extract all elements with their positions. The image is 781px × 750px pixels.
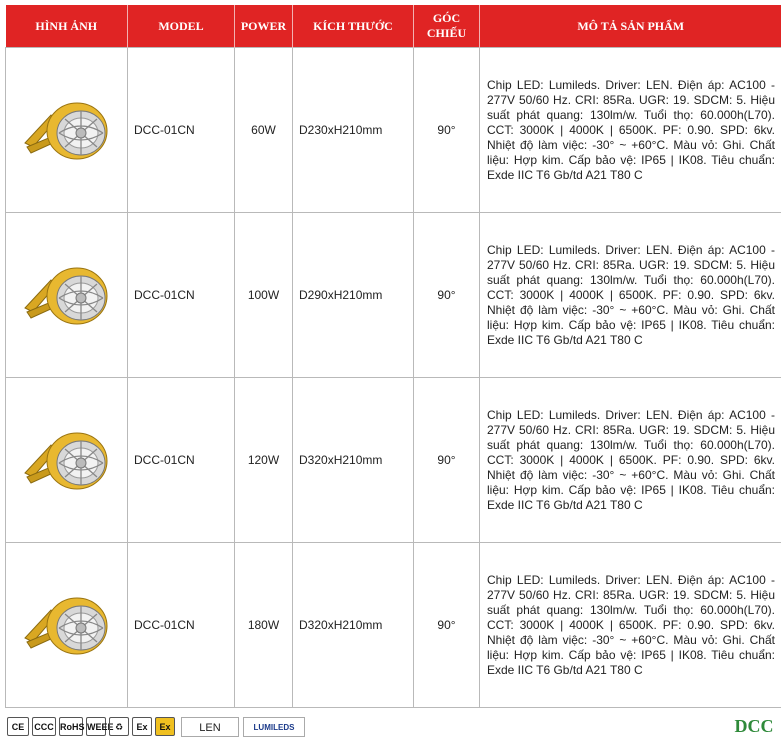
size-cell: D320xH210mm	[293, 378, 414, 543]
power-cell: 180W	[235, 543, 293, 708]
len-brand: LEN	[181, 717, 239, 737]
power-cell: 100W	[235, 213, 293, 378]
lamp-image	[21, 97, 113, 164]
product-image-cell	[6, 378, 128, 543]
header-desc: MÔ TẢ SẢN PHẨM	[480, 5, 781, 48]
model-cell: DCC-01CN	[128, 213, 235, 378]
lamp-image	[21, 427, 113, 494]
desc-cell: Chip LED: Lumileds. Driver: LEN. Điện áp: AC100 - 277V 50/60 Hz. CRI: 85Ra. UGR: 19. SDCM: 5. Hiệu suất phát quang: 130lm/w. Tuổi thọ: 60.000h(L70). CCT: 3000K | 4000K | 6500K. PF: 0.90. SPD: 6kv. Nhiệt độ làm việc: -30° ~ +60°C. Màu vỏ: Ghi. Chất liệu: Hợp kim. Cấp bảo vệ: IP65 | IK08. Tiêu chuẩn: Exde IIC T6 Gb/td A21 T80 C	[480, 543, 781, 708]
spec-table	[5, 5, 781, 708]
dcc-logo-text: DCC	[734, 716, 774, 736]
table-header	[6, 5, 781, 48]
ccc-badge: CCC	[32, 717, 56, 736]
model-cell: DCC-01CN	[128, 48, 235, 213]
weee-badge: WEEE	[86, 717, 106, 736]
angle-cell: 90°	[414, 213, 480, 378]
certification-footer	[5, 714, 781, 744]
desc-cell: Chip LED: Lumileds. Driver: LEN. Điện áp: AC100 - 277V 50/60 Hz. CRI: 85Ra. UGR: 19. SDCM: 5. Hiệu suất phát quang: 130lm/w. Tuổi thọ: 60.000h(L70). CCT: 3000K | 4000K | 6500K. PF: 0.90. SPD: 6kv. Nhiệt độ làm việc: -30° ~ +60°C. Màu vỏ: Ghi. Chất liệu: Hợp kim. Cấp bảo vệ: IP65 | IK08. Tiêu chuẩn: Exde IIC T6 Gb/td A21 T80 C	[480, 378, 781, 543]
atex-badge: Ex	[155, 717, 175, 736]
table-row	[6, 213, 781, 378]
size-cell: D290xH210mm	[293, 213, 414, 378]
size-cell: D230xH210mm	[293, 48, 414, 213]
header-image: HÌNH ẢNH	[6, 5, 128, 48]
table-row	[6, 48, 781, 213]
header-model: MODEL	[128, 5, 235, 48]
dcc-logo	[729, 716, 779, 742]
desc-cell: Chip LED: Lumileds. Driver: LEN. Điện áp: AC100 - 277V 50/60 Hz. CRI: 85Ra. UGR: 19. SDCM: 5. Hiệu suất phát quang: 130lm/w. Tuổi thọ: 60.000h(L70). CCT: 3000K | 4000K | 6500K. PF: 0.90. SPD: 6kv. Nhiệt độ làm việc: -30° ~ +60°C. Màu vỏ: Ghi. Chất liệu: Hợp kim. Cấp bảo vệ: IP65 | IK08. Tiêu chuẩn: Exde IIC T6 Gb/td A21 T80 C	[480, 213, 781, 378]
rohs-badge: RoHS	[59, 717, 83, 736]
table-row	[6, 543, 781, 708]
desc-cell: Chip LED: Lumileds. Driver: LEN. Điện áp: AC100 - 277V 50/60 Hz. CRI: 85Ra. UGR: 19. SDCM: 5. Hiệu suất phát quang: 130lm/w. Tuổi thọ: 60.000h(L70). CCT: 3000K | 4000K | 6500K. PF: 0.90. SPD: 6kv. Nhiệt độ làm việc: -30° ~ +60°C. Màu vỏ: Ghi. Chất liệu: Hợp kim. Cấp bảo vệ: IP65 | IK08. Tiêu chuẩn: Exde IIC T6 Gb/td A21 T80 C	[480, 48, 781, 213]
model-cell: DCC-01CN	[128, 543, 235, 708]
ex-badge: Ex	[132, 717, 152, 736]
size-cell: D320xH210mm	[293, 543, 414, 708]
lamp-image	[21, 592, 113, 659]
model-cell: DCC-01CN	[128, 378, 235, 543]
header-power: POWER	[235, 5, 293, 48]
lumileds-brand: LUMILEDS	[243, 717, 305, 737]
angle-cell: 90°	[414, 543, 480, 708]
table-row	[6, 378, 781, 543]
header-size: KÍCH THƯỚC	[293, 5, 414, 48]
product-image-cell	[6, 48, 128, 213]
angle-cell: 90°	[414, 48, 480, 213]
angle-cell: 90°	[414, 378, 480, 543]
product-image-cell	[6, 213, 128, 378]
recycle-icon: ♻	[109, 717, 129, 736]
header-angle: GÓC CHIẾU	[414, 5, 480, 48]
lamp-image	[21, 262, 113, 329]
power-cell: 60W	[235, 48, 293, 213]
product-image-cell	[6, 543, 128, 708]
power-cell: 120W	[235, 378, 293, 543]
ce-badge: CE	[7, 717, 29, 736]
